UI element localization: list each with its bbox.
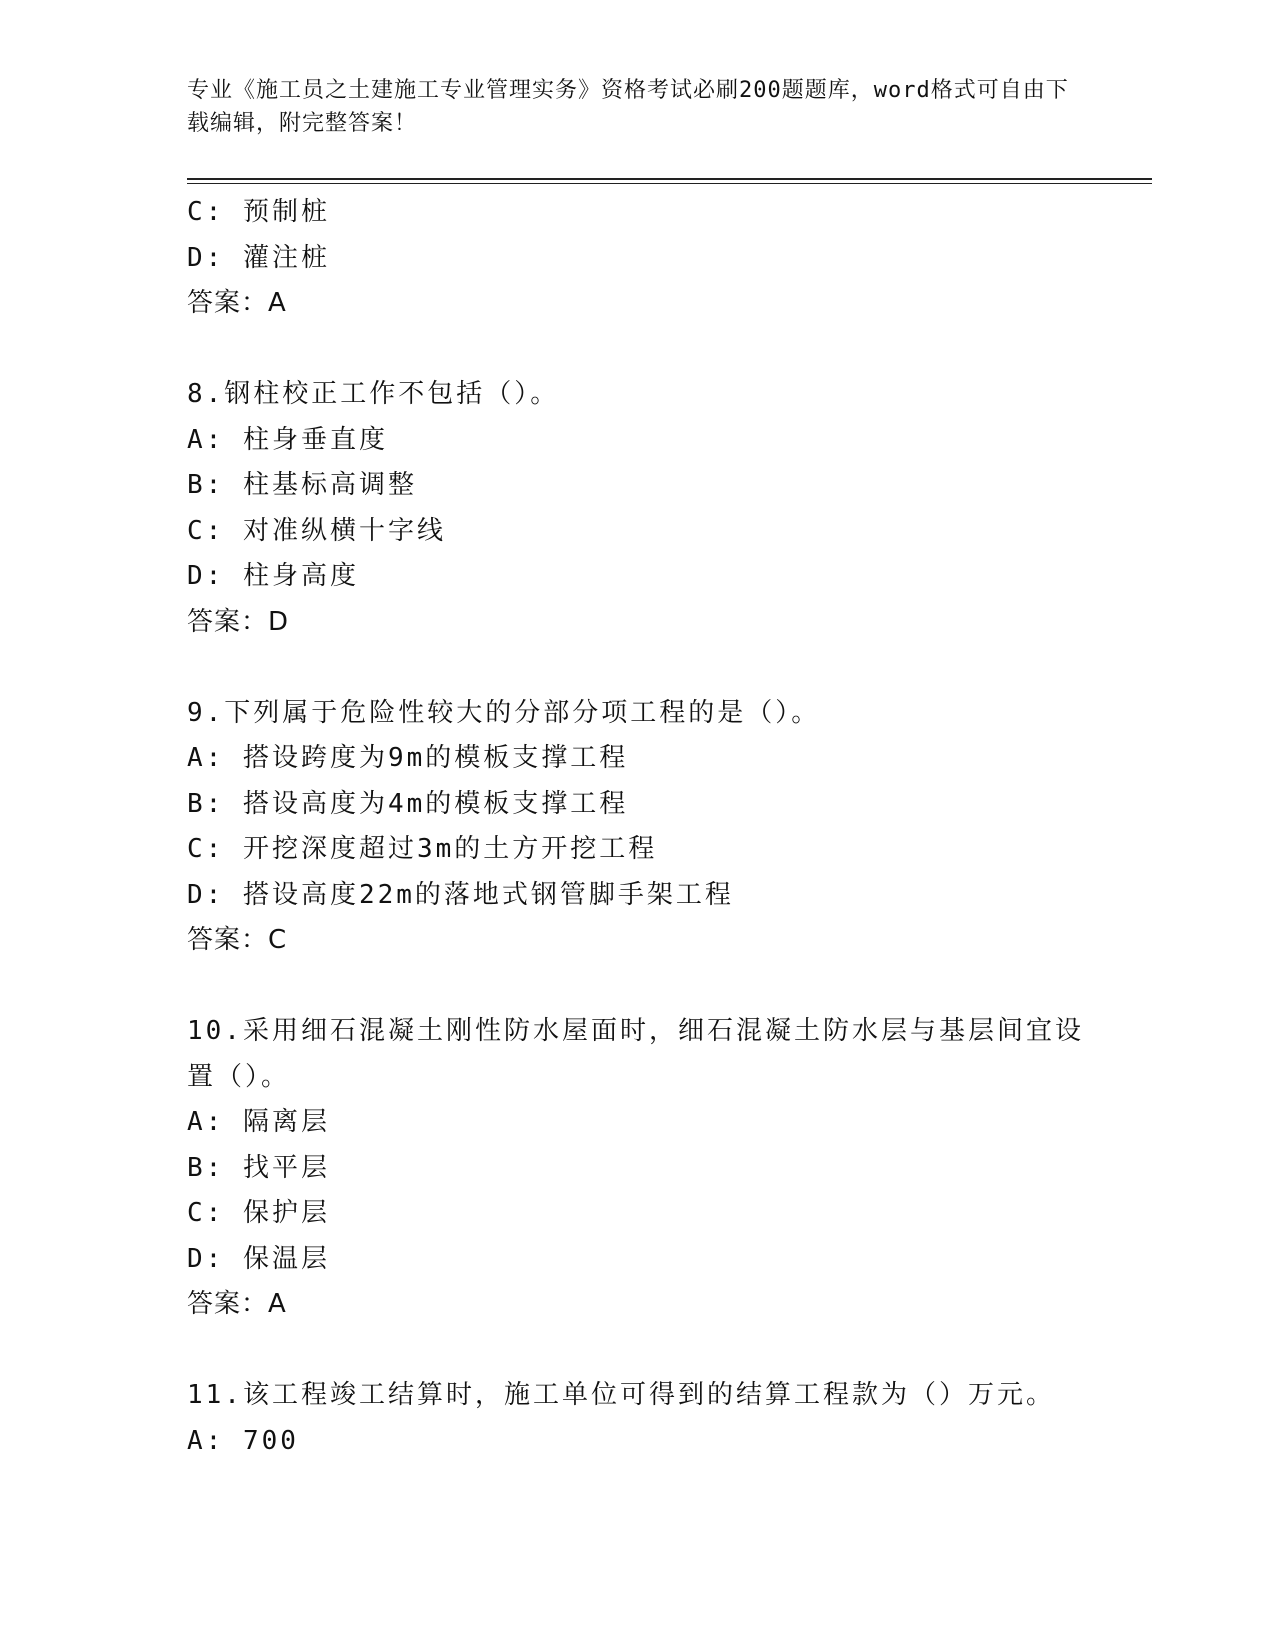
option-d: D: 柱身高度 bbox=[187, 561, 359, 591]
answer-line: 答案：C bbox=[187, 925, 288, 955]
spacer bbox=[187, 327, 1147, 373]
spacer bbox=[187, 964, 1147, 1010]
option-d: D: 搭设高度22m的落地式钢管脚手架工程 bbox=[187, 879, 734, 910]
question-block-9 bbox=[187, 691, 1147, 964]
question-list bbox=[187, 190, 1147, 1464]
option-b: B: 搭设高度为4m的模板支撑工程 bbox=[187, 788, 629, 819]
option-c: C: 预制桩 bbox=[187, 197, 330, 227]
option-a: A: 搭设跨度为9m的模板支撑工程 bbox=[187, 743, 629, 773]
header-title: 专业《施工员之土建施工专业管理实务》资格考试必刷200题题库，word格式可自由下载编辑，附完整答案！ bbox=[187, 78, 1069, 136]
question-block-10 bbox=[187, 1009, 1147, 1328]
question-stem-line-1: 10.采用细石混凝土刚性防水屋面时，细石混凝土防水层与基层间宜设 bbox=[187, 1016, 1084, 1046]
option-c: C: 对准纵横十字线 bbox=[187, 515, 446, 546]
option-a: A: 隔离层 bbox=[187, 1107, 330, 1137]
spacer bbox=[187, 645, 1147, 691]
option-d: D: 灌注桩 bbox=[187, 242, 330, 273]
answer-line: 答案：A bbox=[187, 288, 287, 318]
document-header bbox=[187, 74, 1087, 140]
spacer bbox=[187, 1328, 1147, 1374]
option-b: B: 找平层 bbox=[187, 1152, 330, 1183]
question-block-11 bbox=[187, 1373, 1147, 1464]
option-d: D: 保温层 bbox=[187, 1243, 330, 1274]
question-stem: 11.该工程竣工结算时，施工单位可得到的结算工程款为（）万元。 bbox=[187, 1380, 1055, 1410]
option-b: B: 柱基标高调整 bbox=[187, 470, 417, 500]
question-block-7 bbox=[187, 190, 1147, 327]
header-divider bbox=[187, 178, 1152, 184]
question-stem-line-2: 置（）。 bbox=[187, 1061, 291, 1092]
answer-line: 答案：D bbox=[187, 606, 290, 637]
option-a: A: 柱身垂直度 bbox=[187, 424, 388, 455]
answer-line: 答案：A bbox=[187, 1289, 287, 1319]
question-block-8 bbox=[187, 372, 1147, 645]
question-stem: 9.下列属于危险性较大的分部分项工程的是（）。 bbox=[187, 697, 821, 728]
option-c: C: 开挖深度超过3m的土方开挖工程 bbox=[187, 834, 658, 864]
option-c: C: 保护层 bbox=[187, 1198, 330, 1228]
question-stem: 8.钢柱校正工作不包括（）。 bbox=[187, 379, 560, 409]
option-a: A: 700 bbox=[187, 1425, 299, 1456]
